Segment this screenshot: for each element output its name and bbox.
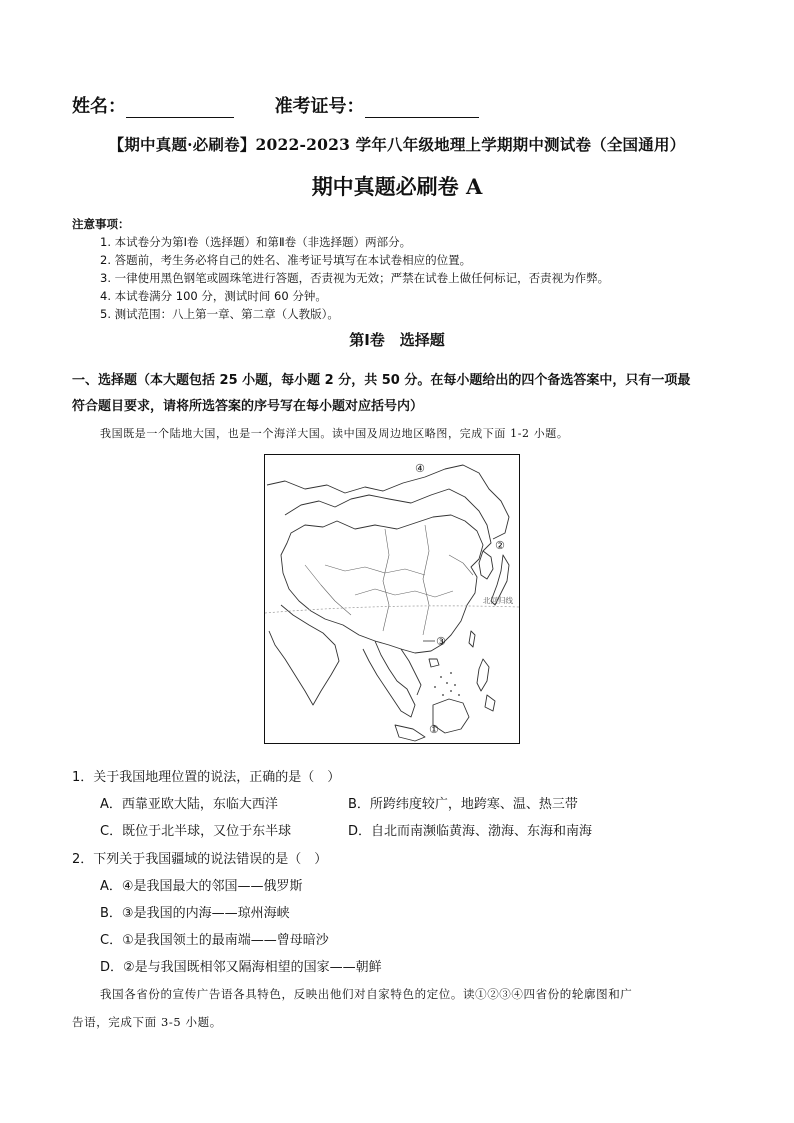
exam-series-title: 【期中真题·必刷卷】2022-2023 学年八年级地理上学期期中测试卷（全国通用） [108, 135, 686, 154]
candidate-info-row [72, 92, 479, 118]
notice-item: 2. 答题前，考生务必将自己的姓名、准考证号填写在本试卷相应的位置。 [100, 253, 472, 267]
question-group-intro: 我国既是一个陆地大国，也是一个海洋大国。读中国及周边地区略图，完成下面 1-2 小题。 [100, 427, 569, 440]
notice-item: 3. 一律使用黑色钢笔或圆珠笔进行答题，否责视为无效；严禁在试卷上做任何标记，否责视为作弊。 [100, 271, 610, 285]
question-1-option-d: D．自北而南濒临黄海、渤海、东海和南海 [348, 824, 593, 839]
exam-no-blank [365, 97, 479, 118]
map-marker-4: ④ [415, 462, 425, 475]
china-map-figure [264, 454, 520, 744]
question-2-option-c: C．①是我国领土的最南端——曾母暗沙 [100, 933, 329, 948]
name-blank [126, 97, 234, 118]
question-group-intro: 告语，完成下面 3-5 小题。 [72, 1015, 222, 1029]
notice-label: 注意事项： [72, 217, 130, 231]
notice-item: 5. 测试范围：八上第一章、第二章（人教版）。 [100, 307, 339, 321]
question-1-option-c: C．既位于北半球，又位于东半球 [100, 824, 292, 839]
question-1-stem: 1．关于我国地理位置的说法，正确的是（ ） [72, 770, 341, 785]
notice-item: 4. 本试卷满分 100 分，测试时间 60 分钟。 [100, 289, 327, 303]
question-1-option-a: A．西靠亚欧大陆，东临大西洋 [100, 797, 278, 812]
section-instructions: 符合题目要求，请将所选答案的序号写在每小题对应括号内） [72, 399, 424, 414]
section-instructions: 一、选择题（本大题包括 25 小题，每小题 2 分，共 50 分。在每小题给出的四个备选答案中，只有一项最 [72, 373, 691, 388]
tropic-of-cancer-label: 北回归线 [483, 596, 513, 605]
question-group-intro: 我国各省份的宣传广告语各具特色，反映出他们对自家特色的定位。读①②③④四省份的轮廓图和广 [100, 987, 633, 1001]
page-title: 期中真题必刷卷 A [311, 174, 483, 199]
question-2-option-b: B．③是我国的内海——琼州海峡 [100, 906, 290, 921]
question-1-option-b: B．所跨纬度较广，地跨寒、温、热三带 [348, 797, 578, 812]
section-title: 第Ⅰ卷 选择题 [349, 331, 445, 349]
china-map-drawing [265, 455, 519, 743]
map-marker-1: ① [429, 723, 439, 736]
map-marker-3: ③ [436, 635, 446, 648]
exam-no-label: 准考证号： [274, 96, 365, 117]
name-label: 姓名： [72, 96, 126, 117]
question-2-option-a: A．④是我国最大的邻国——俄罗斯 [100, 879, 303, 894]
question-2-stem: 2．下列关于我国疆域的说法错误的是（ ） [72, 852, 328, 867]
question-2-option-d: D．②是与我国既相邻又隔海相望的国家——朝鲜 [100, 960, 382, 975]
map-marker-2: ② [495, 539, 505, 552]
notice-item: 1. 本试卷分为第Ⅰ卷（选择题）和第Ⅱ卷（非选择题）两部分。 [100, 235, 412, 249]
